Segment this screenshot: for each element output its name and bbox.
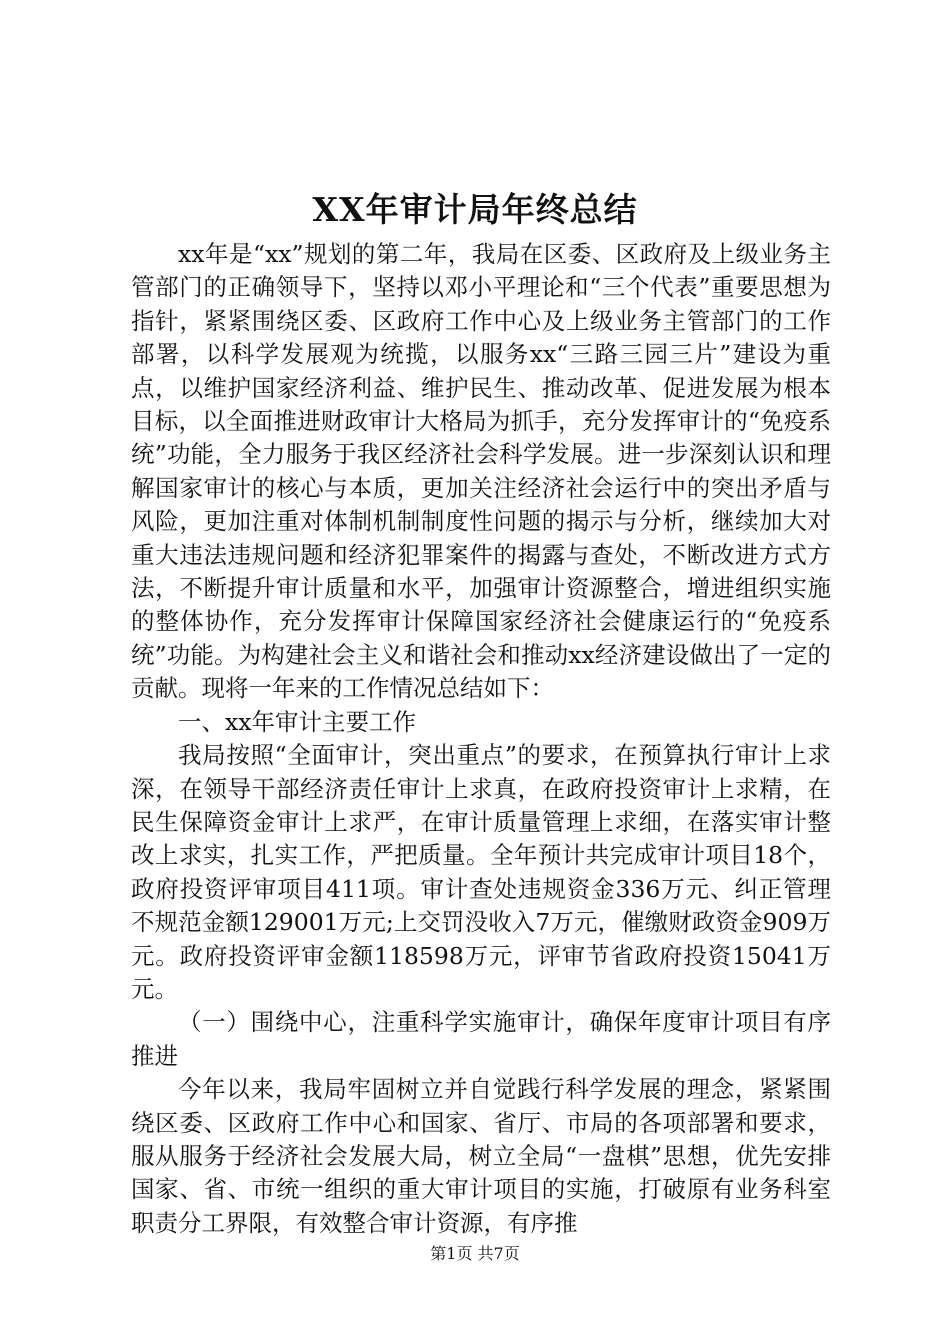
document-body <box>131 238 831 1240</box>
document-title: XX年审计局年终总结 <box>312 190 638 229</box>
section-heading: 一、xx年审计主要工作 <box>178 707 417 736</box>
subsection-paragraph: 今年以来，我局牢固树立并自觉践行科学发展的理念，紧紧围绕区委、区政府工作中心和国家、省厅、市局的各项部署和要求，服从服务于经济社会发展大局，树立全局“一盘棋”思想，优先安排国家、省、市统一组织的重大审计项目的实施，打破原有业务科室职责分工界限，有效整合审计资源，有序推 <box>131 1075 831 1237</box>
intro-paragraph: xx年是“xx”规划的第二年，我局在区委、区政府及上级业务主管部门的正确领导下，坚持以邓小平理论和“三个代表”重要思想为指针，紧紧围绕区委、区政府工作中心及上级业务主管部门的工作部署，以科学发展观为统揽，以服务xx“三路三园三片”建设为重点，以维护国家经济利益、维护民生、推动改革、促进发展为根本目标，以全面推进财政审计大格局为抓手，充分发挥审计的“免疫系统”功能，全力服务于我区经济社会科学发展。进一步深刻认识和理解国家审计的核心与本质，更加关注经济社会运行中的突出矛盾与风险，更加注重对体制机制制度性问题的揭示与分析，继续加大对重大违法违规问题和经济犯罪案件的揭露与查处，不断改进方式方法，不断提升审计质量和水平，加强审计资源整合，增进组织实施的整体协作，充分发挥审计保障国家经济社会健康运行的“免疫系统”功能。为构建社会主义和谐社会和推动xx经济建设做出了一定的贡献。现将一年来的工作情况总结如下： <box>131 240 831 703</box>
subsection-heading: （一）围绕中心，注重科学实施审计，确保年度审计项目有序推进 <box>131 1008 831 1070</box>
summary-paragraph: 我局按照“全面审计，突出重点”的要求，在预算执行审计上求深，在领导干部经济责任审计上求真，在政府投资审计上求精，在民生保障资金审计上求严，在审计质量管理上求细，在落实审计整改上求实，扎实工作，严把质量。全年预计共完成审计项目18个，政府投资评审项目411项。审计查处违规资金336万元、纠正管理不规范金额129001万元;上交罚没收入7万元，催缴财政资金909万元。政府投资评审金额118598万元，评审节省政府投资15041万元。 <box>131 741 831 1003</box>
page-footer: 第1页 共7页 <box>430 1244 520 1263</box>
